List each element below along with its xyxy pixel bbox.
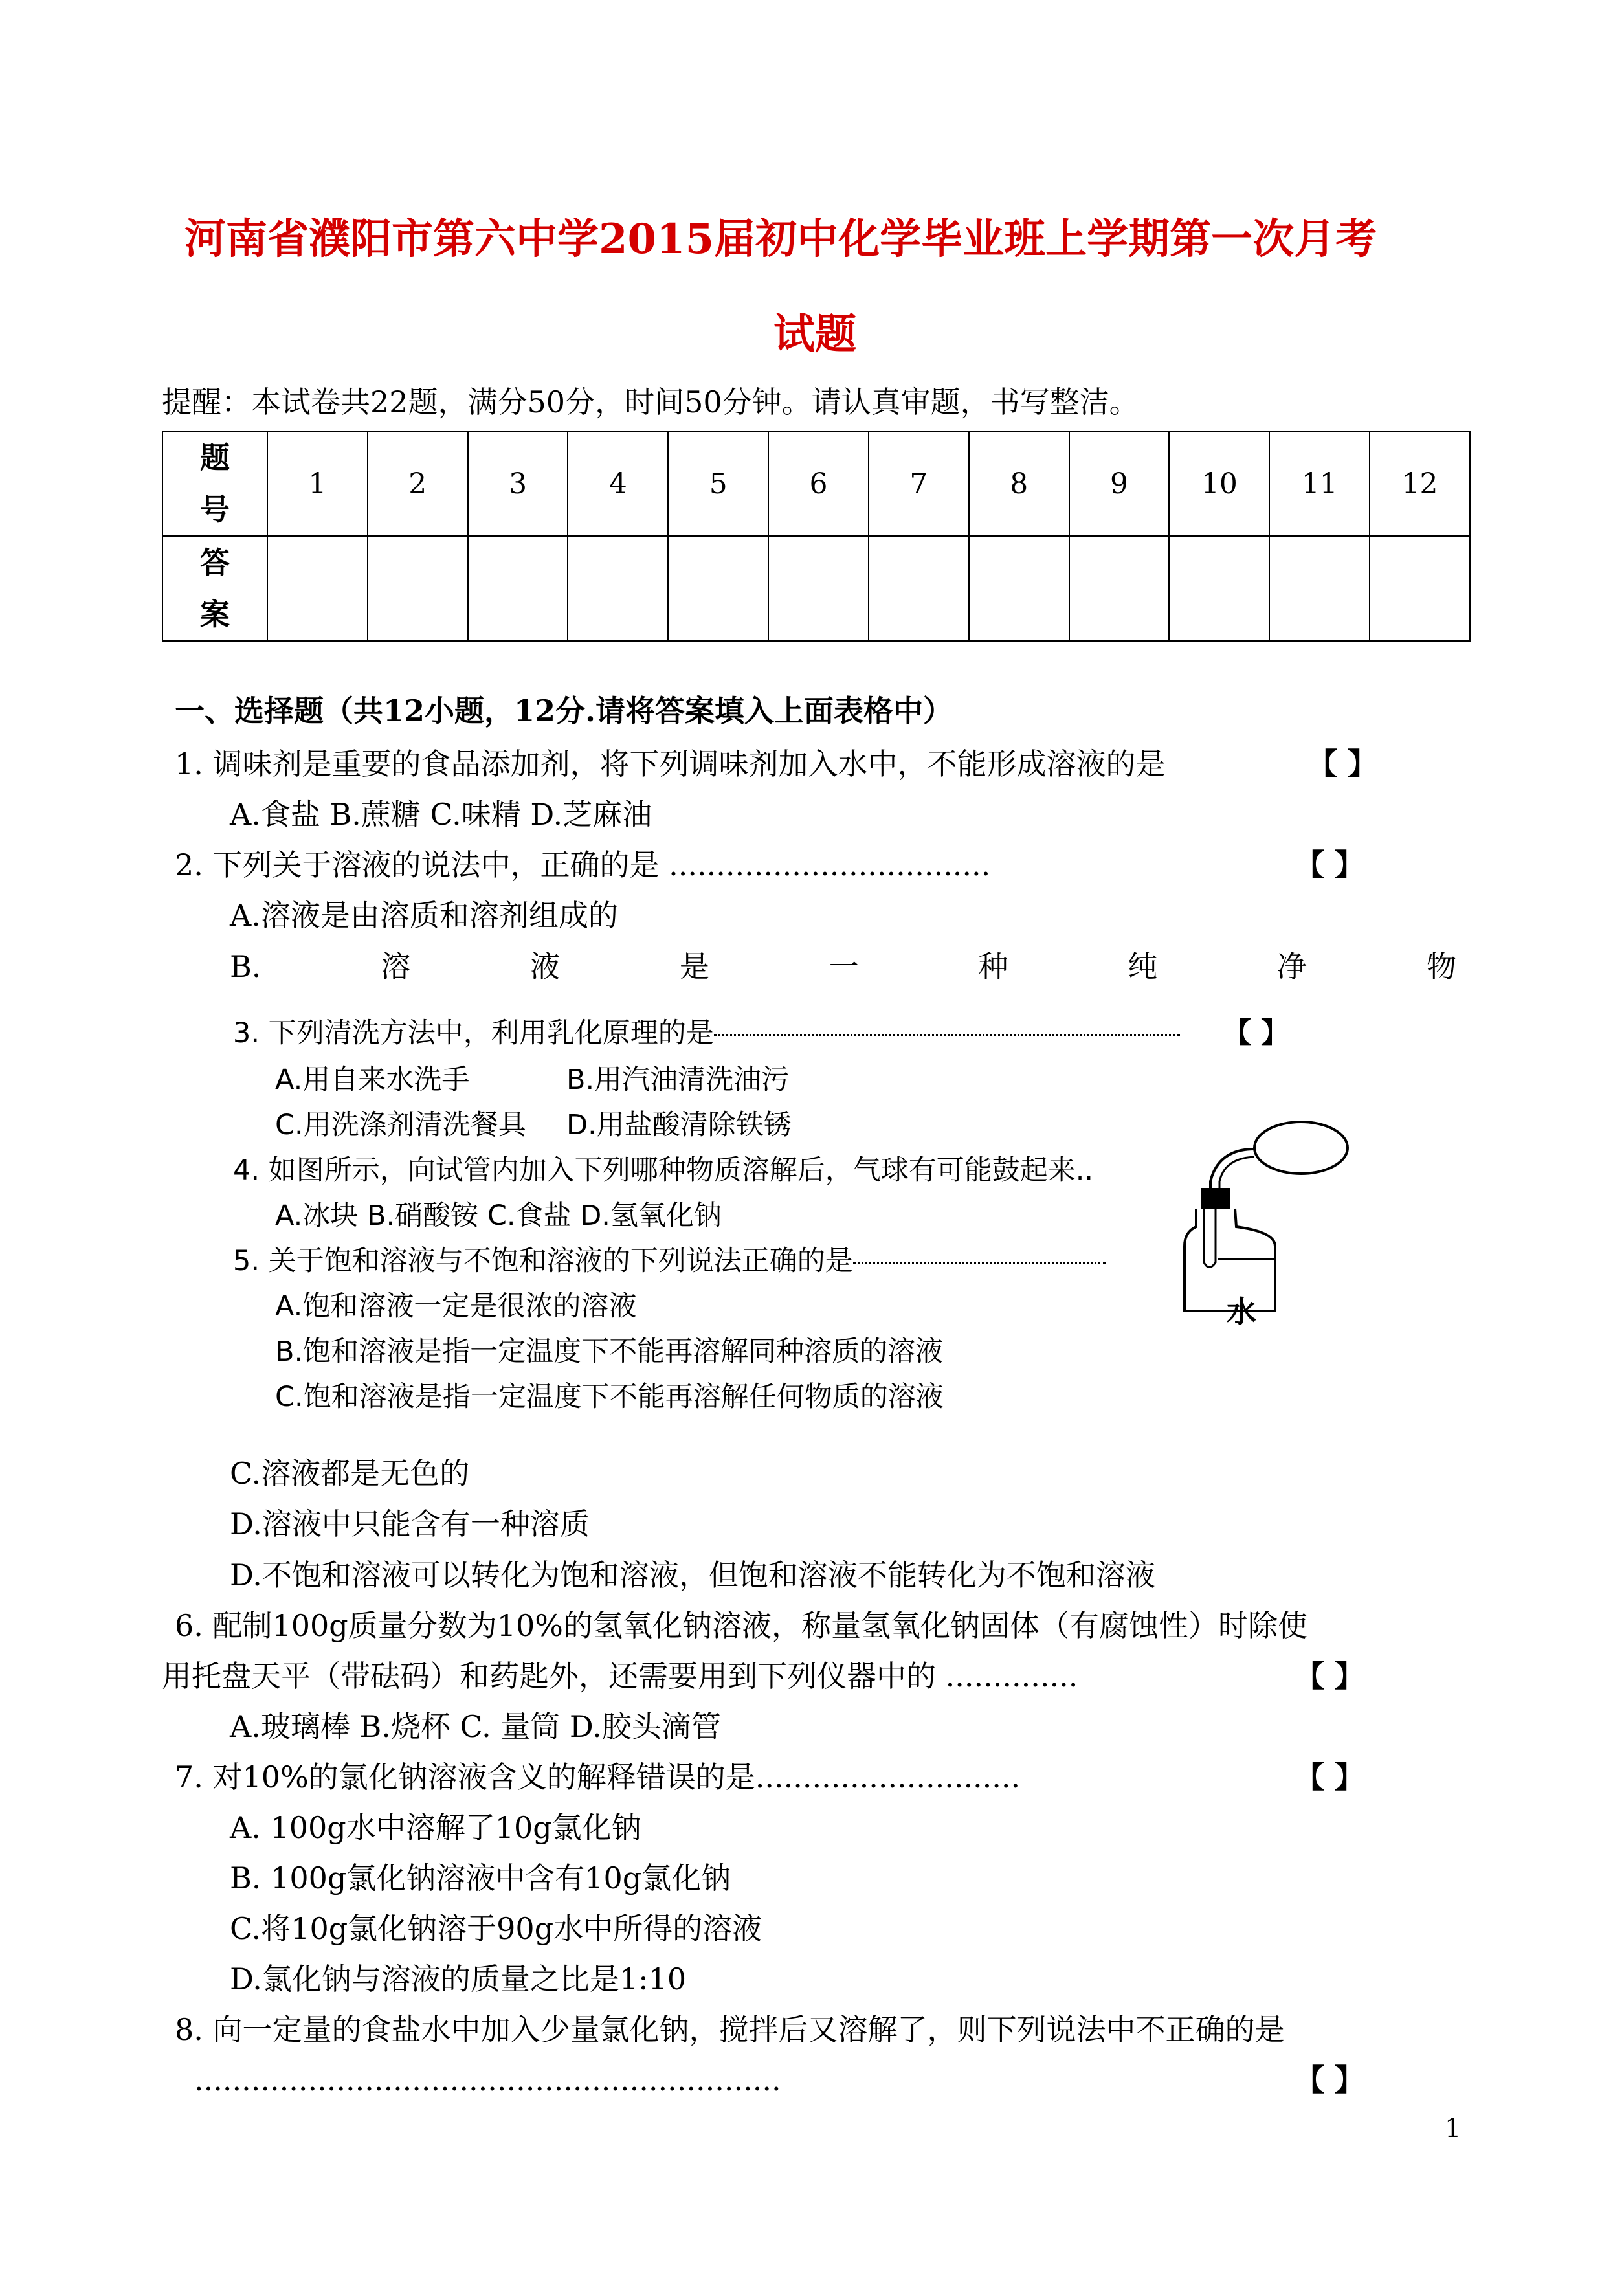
- question-1-bracket: 【 】: [1307, 746, 1378, 781]
- question-2-option-c: C.溶液都是无色的: [230, 1456, 470, 1491]
- stopper: [1201, 1188, 1230, 1209]
- option-b-char: 溶: [381, 949, 411, 984]
- table-cell-number: 1: [267, 431, 368, 536]
- table-cell-number: 2: [368, 431, 468, 536]
- question-3-option-c: C.用洗涤剂清洗餐具: [275, 1109, 526, 1141]
- page-number: 1: [1445, 2114, 1462, 2143]
- question-3-bracket: 【 】: [1223, 1017, 1289, 1049]
- exam-reminder: 提醒：本试卷共22题，满分50分，时间50分钟。请认真审题，书写整洁。: [162, 385, 1139, 419]
- bottle-balloon-diagram: [1178, 1117, 1353, 1317]
- table-header-answer-text: 答案: [200, 545, 230, 632]
- question-7-option-b: B. 100g氯化钠溶液中含有10g氯化钠: [230, 1861, 731, 1896]
- answer-cell[interactable]: [1169, 536, 1269, 641]
- question-6-options: A.玻璃棒 B.烧杯 C. 量筒 D.胶头滴管: [230, 1709, 721, 1744]
- answer-cell[interactable]: [368, 536, 468, 641]
- question-8-stem: 8. 向一定量的食盐水中加入少量氯化钠，搅拌后又溶解了，则下列说法中不正确的是: [175, 2012, 1285, 2047]
- question-5-text: 5. 关于饱和溶液与不饱和溶液的下列说法正确的是: [233, 1245, 853, 1277]
- question-5-option-b: B.饱和溶液是指一定温度下不能再溶解同种溶质的溶液: [275, 1336, 944, 1368]
- answer-cell[interactable]: [267, 536, 368, 641]
- question-6-bracket: 【 】: [1295, 1659, 1365, 1694]
- balloon-shape: [1254, 1122, 1348, 1174]
- question-5-stem: [233, 1247, 1106, 1275]
- dotted-leader: [714, 1034, 1180, 1036]
- question-7-bracket: 【 】: [1295, 1760, 1365, 1795]
- option-b-char: 纯: [1128, 949, 1158, 984]
- question-3-stem: [233, 1017, 1180, 1049]
- question-2-option-d: D.溶液中只能含有一种溶质: [230, 1506, 590, 1541]
- question-2-option-b: [230, 949, 1456, 984]
- question-2-option-a: A.溶液是由溶质和溶剂组成的: [230, 898, 618, 933]
- document-title-line1: 河南省濮阳市第六中学2015届初中化学毕业班上学期第一次月考: [184, 215, 1377, 263]
- answer-cell[interactable]: [869, 536, 969, 641]
- question-5-option-c: C.饱和溶液是指一定温度下不能再溶解任何物质的溶液: [275, 1381, 944, 1413]
- question-7-option-a: A. 100g水中溶解了10g氯化钠: [230, 1810, 641, 1845]
- answer-cell[interactable]: [568, 536, 668, 641]
- answer-cell[interactable]: [668, 536, 768, 641]
- option-b-char: 液: [530, 949, 561, 984]
- option-b-char: 种: [978, 949, 1008, 984]
- option-b-char: 一: [829, 949, 859, 984]
- question-3-option-a: A.用自来水洗手: [275, 1064, 470, 1096]
- table-cell-number: 8: [969, 431, 1069, 536]
- table-cell-number: 11: [1269, 431, 1370, 536]
- embedded-question-image: [227, 1007, 1353, 1427]
- table-cell-number: 12: [1370, 431, 1470, 536]
- table-header-number-text: 题号: [200, 440, 230, 527]
- question-1-options: A.食盐 B.蔗糖 C.味精 D.芝麻油: [230, 797, 652, 832]
- table-header-answer: [162, 536, 267, 641]
- question-7-stem: 7. 对10%的氯化钠溶液含义的解释错误的是............................: [175, 1760, 1021, 1795]
- section-heading: 一、选择题（共12小题，12分.请将答案填入上面表格中）: [175, 693, 953, 728]
- test-tube: [1204, 1209, 1216, 1268]
- answer-cell[interactable]: [1269, 536, 1370, 641]
- option-b-char: 是: [679, 949, 709, 984]
- answer-cell[interactable]: [1069, 536, 1170, 641]
- table-cell-number: 9: [1069, 431, 1170, 536]
- table-cell-number: 4: [568, 431, 668, 536]
- question-7-option-d: D.氯化钠与溶液的质量之比是1:10: [230, 1962, 687, 1997]
- document-title-line2: 试题: [773, 310, 856, 359]
- question-6-stem-line2: 用托盘天平（带砝码）和药匙外，还需要用到下列仪器中的 ..............: [162, 1659, 1078, 1694]
- table-cell-number: 7: [869, 431, 969, 536]
- question-5-option-a: A.饱和溶液一定是很浓的溶液: [275, 1290, 637, 1323]
- question-5-option-d: D.不饱和溶液可以转化为饱和溶液，但饱和溶液不能转化为不饱和溶液: [230, 1558, 1155, 1593]
- question-2-bracket: 【 】: [1295, 847, 1365, 882]
- option-b-char: 净: [1277, 949, 1307, 984]
- table-cell-number: 6: [768, 431, 869, 536]
- table-cell-number: 5: [668, 431, 768, 536]
- option-b-char: 物: [1426, 949, 1456, 984]
- question-4-stem: 4. 如图所示，向试管内加入下列哪种物质溶解后，气球有可能鼓起来..: [233, 1154, 1094, 1187]
- option-b-char: B.: [230, 949, 261, 984]
- question-8-dots: ..............................................................: [194, 2063, 781, 2097]
- question-3-option-d: D.用盐酸清除铁锈: [566, 1109, 792, 1141]
- answer-cell[interactable]: [768, 536, 869, 641]
- question-6-stem-line1: 6. 配制100g质量分数为10%的氢氧化钠溶液，称量氢氧化钠固体（有腐蚀性）时除使: [175, 1608, 1307, 1643]
- question-2-stem: 2. 下列关于溶液的说法中，正确的是 ..................................: [175, 847, 991, 882]
- table-header-number: [162, 431, 267, 536]
- question-8-bracket: 【 】: [1295, 2063, 1365, 2097]
- connecting-tube-inner: [1219, 1157, 1254, 1188]
- answer-cell[interactable]: [468, 536, 568, 641]
- question-1-stem: 1. 调味剂是重要的食品添加剂，将下列调味剂加入水中，不能形成溶液的是: [175, 746, 1166, 781]
- table-cell-number: 10: [1169, 431, 1269, 536]
- table-cell-number: 3: [468, 431, 568, 536]
- question-3-option-b: B.用汽油清洗油污: [566, 1064, 790, 1096]
- question-3-text: 3. 下列清洗方法中，利用乳化原理的是: [233, 1017, 714, 1049]
- water-label: 水: [1227, 1294, 1256, 1329]
- question-7-option-c: C.将10g氯化钠溶于90g水中所得的溶液: [230, 1911, 762, 1946]
- connecting-tube: [1210, 1149, 1254, 1188]
- table-row-numbers: [162, 431, 1470, 536]
- table-row-answers: [162, 536, 1470, 641]
- answer-table: [162, 431, 1471, 642]
- dotted-leader: [853, 1262, 1106, 1264]
- answer-cell[interactable]: [1370, 536, 1470, 641]
- answer-cell[interactable]: [969, 536, 1069, 641]
- question-4-options: A.冰块 B.硝酸铵 C.食盐 D.氢氧化钠: [275, 1200, 722, 1232]
